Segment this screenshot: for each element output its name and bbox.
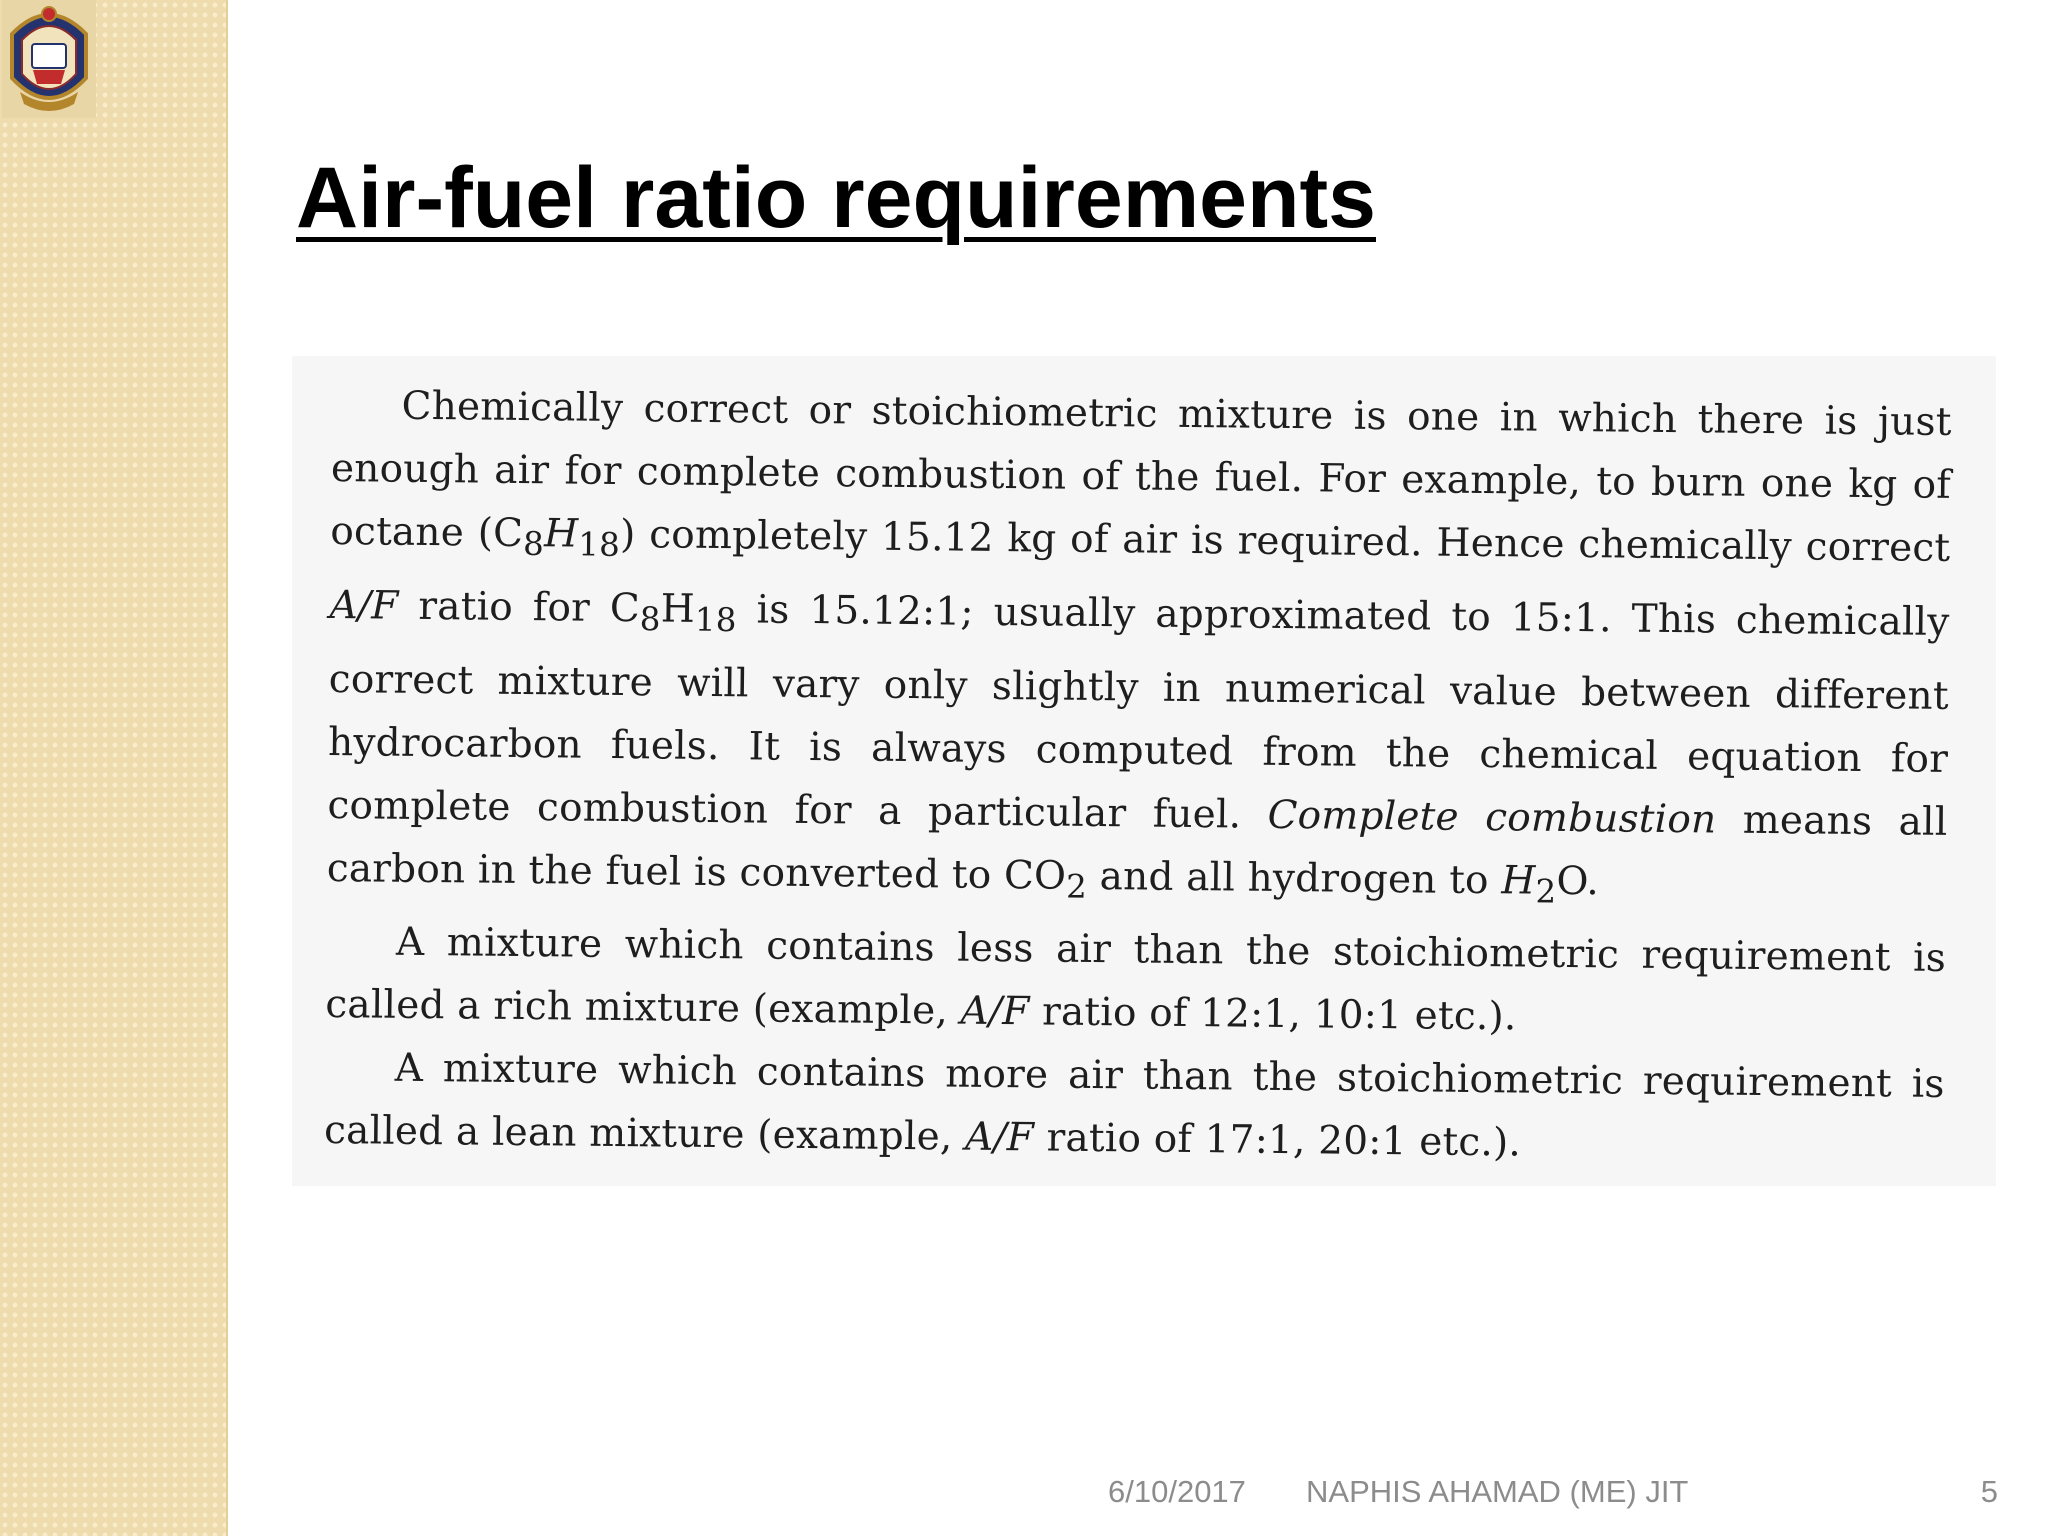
paragraph-lean-mixture: A mixture which contains more air than the stoichiometric requirement is called a lean mixture (example, A/F ratio of 17:1, 20:1 etc.). <box>323 1046 1945 1166</box>
slide-title: Air-fuel ratio requirements <box>296 150 1376 246</box>
paragraph-stoichiometric: Chemically correct or stoichiometric mixture is one in which there is just enough air for complete combustion of the fuel. For example, to burn one kg of octane $(C_8H_{18})$ completely 15.12 kg of air is required. Hence chemically correct A/F ratio for $C_8H_{18}$ is 15.12:1; usually approximated to 15:1. This chemically correct mixture will vary only slightly in numerical value between different hydrocarbon fuels. It is always computed from the chemical equation for complete combustion for a particular fuel. Complete combustion means all carbon in the fuel is converted to $CO_2$ and all hydrogen to $H_2O$. <box>326 383 1952 911</box>
slide-number: 5 <box>1980 1474 1998 1509</box>
paragraph-rich-mixture: A mixture which contains less air than the stoichiometric requirement is called a rich mixture (example, A/F ratio of 12:1, 10:1 etc.). <box>325 920 1947 1040</box>
scanned-textbook-excerpt <box>292 356 1996 1186</box>
footer-author: NAPHIS AHAMAD (ME) JIT <box>1306 1474 1689 1509</box>
excerpt-text <box>324 374 1952 1179</box>
decorative-sidebar <box>0 0 228 1536</box>
institute-crest-icon <box>2 0 96 118</box>
footer-date: 6/10/2017 <box>1108 1474 1246 1509</box>
